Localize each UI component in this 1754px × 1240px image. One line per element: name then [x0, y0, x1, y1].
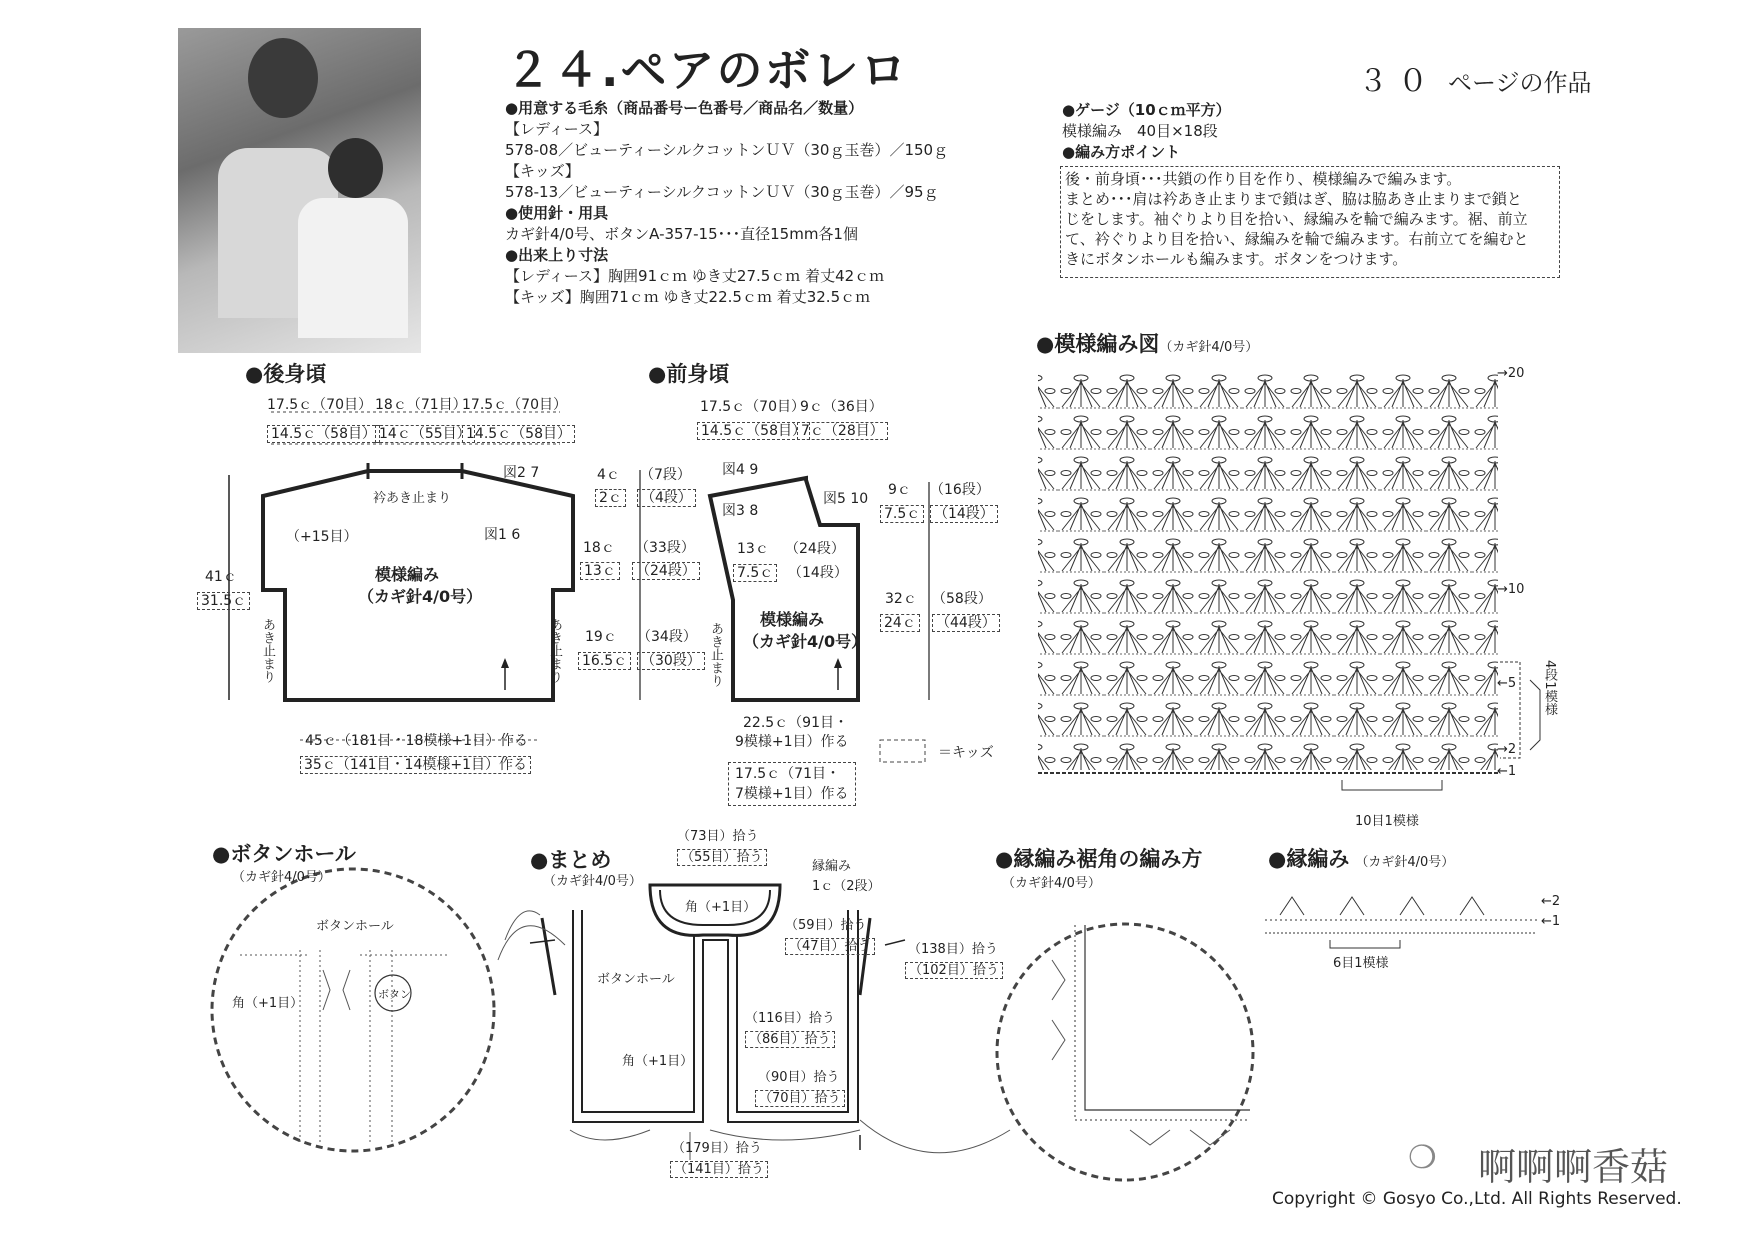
front-neck-wb: （24段）: [785, 541, 845, 557]
front-fig510: 図5 10: [823, 491, 869, 507]
front-bottom-kids: 17.5ｃ（71目・ 7模様+1目）作る: [728, 762, 856, 806]
back-kids-width-1: 14.5ｃ（58目）: [267, 423, 380, 443]
front-edge-ladies: （116目）拾う: [745, 1011, 835, 1026]
front-r3k: 16.5ｃ: [578, 650, 631, 670]
sleeve-kids: （102目）拾う: [905, 959, 1003, 978]
edge-label: 縁編み: [812, 859, 852, 874]
button-label: ボタン: [378, 988, 411, 1001]
front-kids-width-2: 7ｃ（28目）: [797, 420, 888, 440]
collar-kids: （55目）拾う: [677, 846, 767, 865]
buttonhole-heading: ●ボタンホール: [212, 842, 356, 866]
edging-repeat: 6目1模様: [1333, 956, 1389, 971]
back-neck-stop: 衿あき止まり: [373, 491, 452, 506]
kids-legend: ＝キッズ: [938, 745, 994, 761]
front-fig49: 図4 9: [722, 462, 759, 478]
back-plus15: （+15目）: [286, 529, 358, 545]
armhole-kids: （47目）拾う: [785, 935, 875, 954]
front-r2kb: （24段）: [632, 560, 700, 580]
assembly-buttonhole: ボタンホール: [597, 972, 675, 987]
ladies-label: 【レディース】: [505, 120, 609, 138]
tools-text: カギ針4/0号、ボタンA-357-15･･･直径15mm各1個: [505, 225, 858, 243]
armhole-ladies: （59目）拾う: [785, 918, 867, 933]
assembly-heading: ●まとめ: [530, 848, 612, 872]
gauge-heading: ●ゲージ（10ｃｍ平方）: [1062, 101, 1231, 119]
back-bottom-kids: 35ｃ（141目・14模様+1目）作る: [300, 754, 531, 774]
chart-row-1: ←1: [1497, 764, 1517, 779]
front-s2b: （58段）: [932, 591, 992, 607]
back-hook-label: （カギ針4/0号）: [358, 587, 483, 606]
corner-edge-heading: ●縁編み裾角の編み方: [995, 847, 1203, 871]
edge-value: 1ｃ（2段）: [812, 879, 881, 894]
back-pattern-label: 模様編み: [375, 565, 440, 584]
kids-size: 【キッズ】胸囲71ｃｍ ゆき丈22.5ｃｍ 着丈32.5ｃｍ: [505, 288, 871, 306]
front-s2kb: （44段）: [932, 612, 1000, 632]
front-s2: 32ｃ: [885, 591, 917, 607]
copyright: Copyright © Gosyo Co.,Ltd. All Rights Reserved.: [1272, 1189, 1682, 1209]
front-neck-wk: 7.5ｃ: [733, 562, 777, 582]
stitch-chart-diagram: [1038, 370, 1540, 790]
front-neck-w: 13ｃ: [737, 541, 769, 557]
back-fig27: 図2 7: [503, 465, 540, 481]
chart-heading: ●模様編み図（カギ針4/0号）: [1036, 332, 1259, 356]
collar-ladies: （73目）拾う: [677, 829, 759, 844]
chart-repeat-rows: 4段1模様: [1542, 660, 1557, 716]
note-line: まとめ･･･肩は衿あき止まりまで鎖はぎ、脇は脇あき止まりまで鎖と: [1065, 190, 1522, 208]
note-line: じをします。袖ぐりより目を拾い、縁編みを輪で編みます。裾、前立: [1065, 210, 1528, 228]
collar-corner: 角（+1目）: [685, 900, 757, 915]
sleeve-ladies: （138目）拾う: [908, 942, 998, 957]
lower-corner: 角（+1目）: [622, 1054, 694, 1069]
edging-chart: [1265, 897, 1537, 948]
hem-ladies: （179目）拾う: [672, 1141, 762, 1156]
back-height-ladies: 41ｃ: [205, 569, 237, 585]
yarn-heading: ●用意する毛糸（商品番号ー色番号／商品名／数量）: [505, 99, 864, 117]
lower-ladies: （90目）拾う: [758, 1070, 840, 1085]
chart-row-20: →20: [1497, 366, 1525, 381]
front-width-2: 9ｃ（36目）: [800, 399, 883, 415]
buttonhole-hook: （カギ針4/0号）: [232, 870, 331, 885]
front-neck-wkb: （14段）: [788, 565, 848, 581]
size-heading: ●出来上り寸法: [505, 246, 609, 264]
front-r1: 4ｃ: [597, 467, 620, 483]
front-fig38: 図3 8: [722, 503, 759, 519]
ladies-size: 【レディース】胸囲91ｃｍ ゆき丈27.5ｃｍ 着丈42ｃｍ: [505, 267, 885, 285]
back-side-stop-right: あき止まり: [547, 618, 562, 683]
back-fig16: 図1 6: [484, 527, 521, 543]
front-s1k: 7.5ｃ: [880, 503, 924, 523]
front-r3kb: （30段）: [637, 650, 705, 670]
buttonhole-corner: 角（+1目）: [232, 996, 304, 1011]
back-width-2: 18ｃ（71目）: [375, 397, 467, 413]
front-s1: 9ｃ: [888, 482, 911, 498]
ladies-yarn: 578-08／ビューティーシルクコットンＵＶ（30ｇ玉巻）／150ｇ: [505, 141, 949, 159]
page-ref-number: ３０: [1358, 64, 1438, 99]
front-bottom-ladies-2: 9模様+1目）作る: [735, 734, 849, 750]
kids-yarn: 578-13／ビューティーシルクコットンＵＶ（30ｇ玉巻）／95ｇ: [505, 183, 939, 201]
back-kids-width-2: 14ｃ（55目）: [375, 423, 475, 443]
front-heading: ●前身頃: [648, 362, 730, 386]
front-edge-kids: （86目）拾う: [745, 1028, 835, 1047]
front-r3: 19ｃ: [585, 629, 617, 645]
watermark: 啊啊啊香菇: [1478, 1145, 1669, 1189]
note-line: て、衿ぐりより目を拾い、縁編みを輪で編みます。右前立てを編むと: [1065, 230, 1529, 248]
lower-kids: （70目）拾う: [755, 1087, 845, 1106]
corner-edge-hook: （カギ針4/0号）: [1002, 876, 1101, 891]
front-r1kb: （4段）: [637, 487, 696, 507]
front-r1k: 2ｃ: [595, 487, 626, 507]
back-heading: ●後身頃: [245, 362, 327, 386]
back-width-1: 17.5ｃ（70目）: [267, 397, 372, 413]
front-bottom-ladies-1: 22.5ｃ（91目・: [743, 715, 848, 731]
kids-label: 【キッズ】: [505, 162, 580, 180]
front-hook-label: （カギ針4/0号）: [743, 632, 868, 651]
front-r3b: （34段）: [637, 629, 697, 645]
page-title: ２４.ペアのボレロ: [505, 43, 909, 97]
corner-edge-circle: [997, 924, 1253, 1180]
assembly-hook: （カギ針4/0号）: [543, 874, 642, 889]
points-heading: ●編み方ポイント: [1062, 143, 1181, 161]
front-r2: 18ｃ: [583, 540, 615, 556]
hem-kids: （141目）拾う: [670, 1158, 768, 1177]
front-r2k: 13ｃ: [580, 560, 620, 580]
front-s1b: （16段）: [930, 482, 990, 498]
back-kids-width-3: 14.5ｃ（58目）: [462, 423, 575, 443]
front-r1b: （7段）: [640, 467, 691, 483]
chart-row-10: →10: [1497, 582, 1525, 597]
front-s1kb: （14段）: [930, 503, 998, 523]
chart-row-2: →2: [1497, 742, 1517, 757]
edging-row-2: ←2: [1541, 894, 1561, 909]
chart-repeat-sts: 10目1模様: [1355, 814, 1419, 829]
front-side-stop: あき止まり: [708, 622, 723, 687]
front-s2k: 24ｃ: [880, 612, 920, 632]
edging-row-1: ←1: [1541, 914, 1561, 929]
back-bottom-ladies: 45ｃ（181目・18模様+1目）作る: [305, 733, 528, 749]
back-width-3: 17.5ｃ（70目）: [462, 397, 567, 413]
note-line: 後・前身頃･･･共鎖の作り目を作り、模様編みで編みます。: [1065, 170, 1462, 188]
front-r2b: （33段）: [635, 540, 695, 556]
buttonhole-label: ボタンホール: [316, 919, 394, 934]
note-line: きにボタンホールも編みます。ボタンをつけます。: [1065, 250, 1408, 268]
page-ref-label: ページの作品: [1448, 69, 1592, 97]
front-pattern-label: 模様編み: [760, 610, 825, 629]
edging-heading: ●縁編み （カギ針4/0号）: [1268, 847, 1455, 871]
front-width-1: 17.5ｃ（70目）: [700, 399, 805, 415]
front-kids-width-1: 14.5ｃ（58目）: [697, 420, 810, 440]
back-height-kids: 31.5ｃ: [197, 590, 250, 610]
chart-row-5: ←5: [1497, 676, 1517, 691]
back-side-stop-left: あき止まり: [260, 618, 275, 683]
tools-heading: ●使用針・用具: [505, 204, 609, 222]
wechat-icon: ❍: [1408, 1138, 1437, 1176]
gauge-value: 模様編み 40目×18段: [1062, 122, 1218, 140]
